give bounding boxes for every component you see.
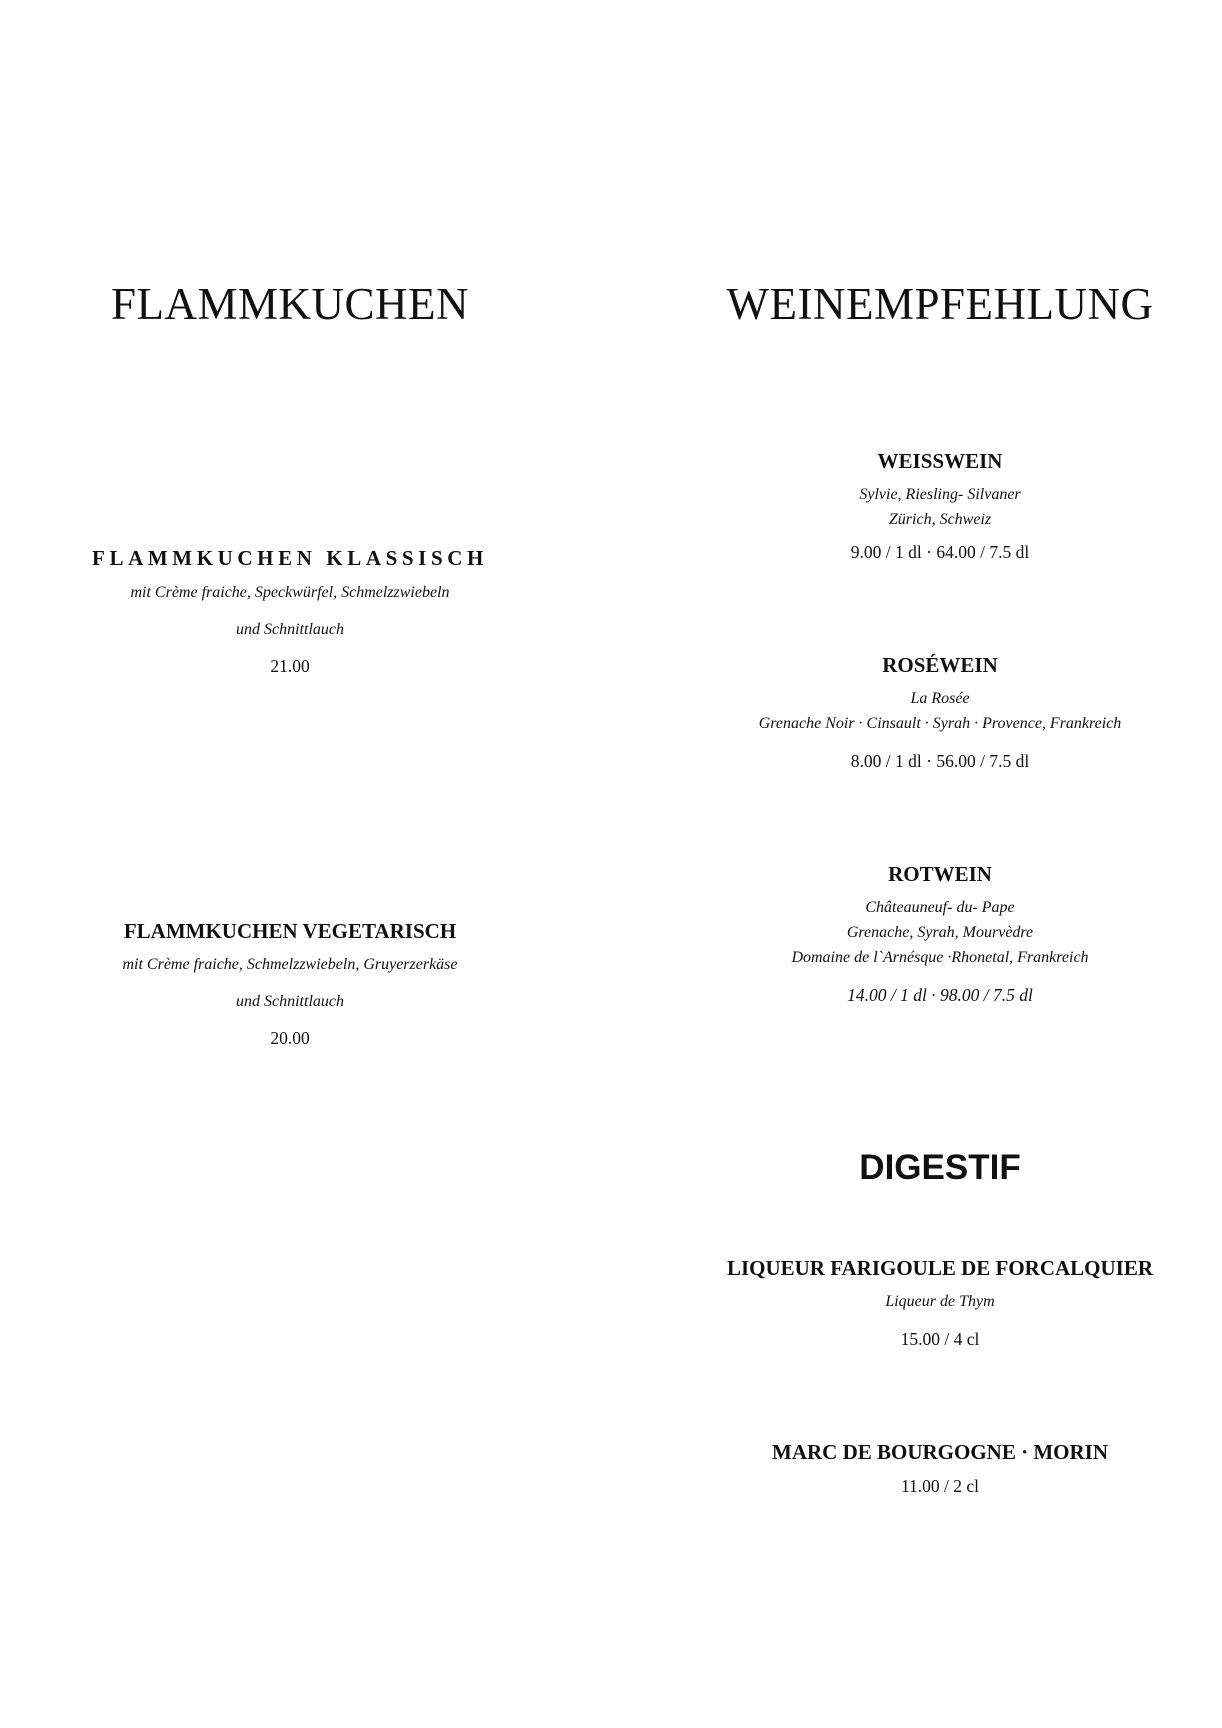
item-price: 9.00 / 1 dl · 64.00 / 7.5 dl xyxy=(850,542,1030,562)
item-description: mit Crème fraiche, Schmelzzwiebeln, Gruyerzerkäse xyxy=(122,956,458,973)
item-price: 20.00 xyxy=(270,1028,310,1048)
item-price: 8.00 / 1 dl · 56.00 / 7.5 dl xyxy=(850,751,1030,771)
item-description: Châteauneuf- du- Pape xyxy=(865,899,1015,916)
item-description: Sylvie, Riesling- Silvaner xyxy=(859,486,1021,503)
item-description: Grenache, Syrah, Mourvèdre xyxy=(846,924,1034,941)
flammkuchen-heading: FLAMMKUCHEN xyxy=(110,279,470,329)
item-price: 11.00 / 2 cl xyxy=(900,1476,980,1496)
item-price: 14.00 / 1 dl · 98.00 / 7.5 dl xyxy=(847,985,1033,1005)
item-description: Domaine de l`Arnésque ·Rhonetal, Frankreich xyxy=(791,949,1089,966)
digestif-heading: DIGESTIF xyxy=(859,1148,1021,1187)
item-description: Liqueur de Thym xyxy=(885,1293,995,1310)
item-price: 15.00 / 4 cl xyxy=(900,1329,980,1349)
item-title: WEISSWEIN xyxy=(877,449,1003,473)
item-title: FLAMMKUCHEN KLASSISCH xyxy=(92,546,488,570)
flammkuchen-section xyxy=(40,0,540,1728)
item-description: mit Crème fraiche, Speckwürfel, Schmelzzwiebeln xyxy=(130,584,450,601)
item-description: Zürich, Schweiz xyxy=(888,511,992,528)
wein-heading: WEINEMPFEHLUNG xyxy=(726,279,1154,329)
item-description: und Schnittlauch xyxy=(236,621,344,638)
item-description: und Schnittlauch xyxy=(236,993,344,1010)
item-title: FLAMMKUCHEN VEGETARISCH xyxy=(123,919,457,943)
item-price: 21.00 xyxy=(270,656,310,676)
item-description: La Rosée xyxy=(910,690,970,707)
wein-section xyxy=(690,0,1190,1728)
item-title: ROTWEIN xyxy=(888,862,992,886)
item-title: MARC DE BOURGOGNE · MORIN xyxy=(772,1440,1108,1464)
item-title: ROSÉWEIN xyxy=(882,653,998,677)
item-title: LIQUEUR FARIGOULE DE FORCALQUIER xyxy=(726,1256,1154,1280)
item-description: Grenache Noir · Cinsault · Syrah · Provence, Frankreich xyxy=(758,715,1122,732)
